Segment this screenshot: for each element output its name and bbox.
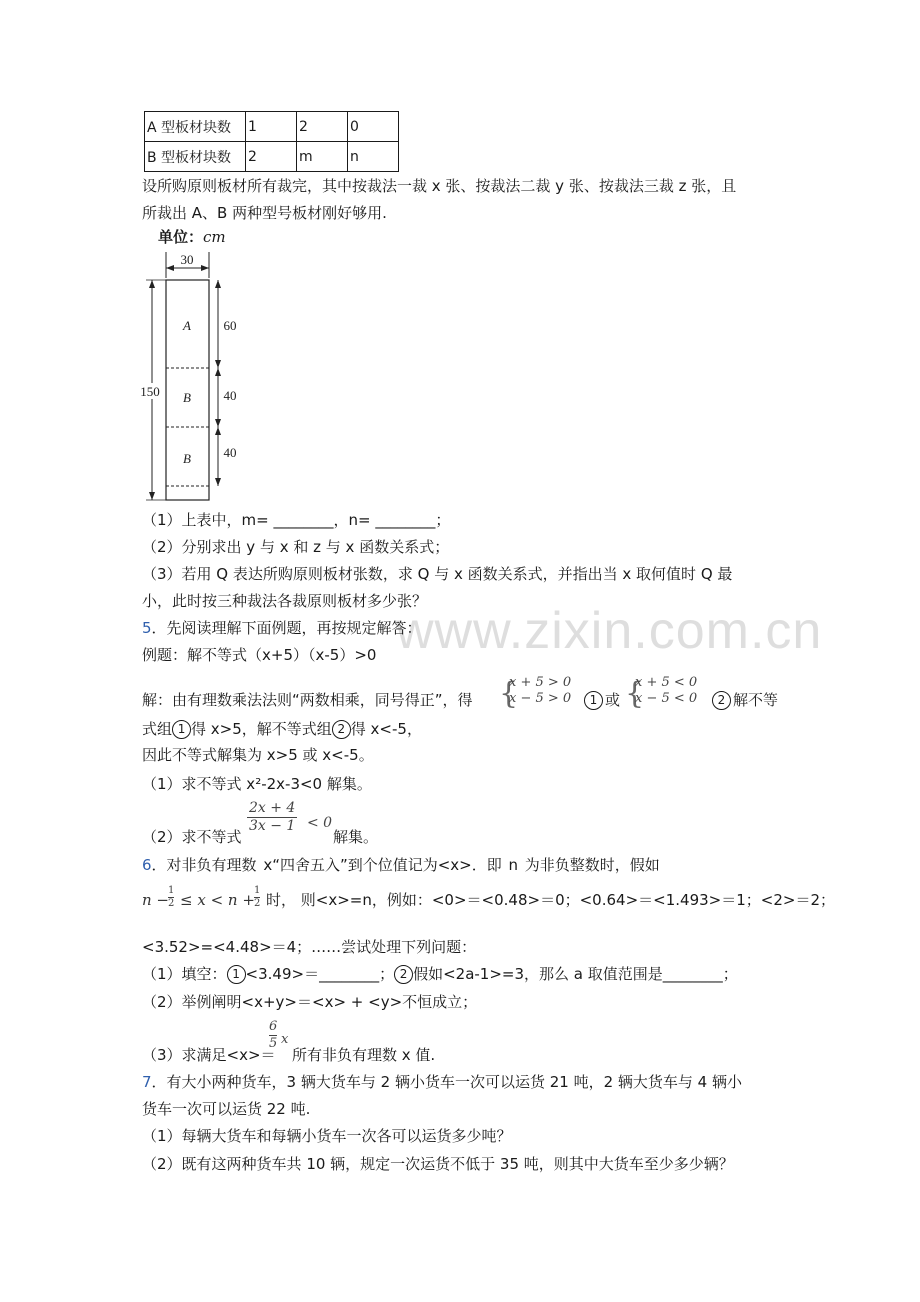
q5-solution-a: 解：由有理数乘法法则“两数相乘，同号得正”，得 (142, 691, 473, 709)
q6-cond-pre: n − (142, 891, 169, 909)
arrow-down (149, 492, 155, 500)
q4-intro-line2: 所裁出 A、B 两种型号板材刚好够用. (142, 204, 387, 222)
seg-arrow (215, 478, 221, 486)
question-number: 6 (142, 856, 152, 874)
system-2-eq2: x − 5 < 0 (635, 691, 698, 706)
circled-number: 2 (332, 720, 351, 739)
table-row (145, 112, 399, 142)
q6-line1 (142, 855, 660, 875)
table-cell: 1 (246, 112, 297, 142)
board-table (144, 111, 399, 172)
q4-sub3-line2: 小，此时按三种裁法各裁原则板材多少张？ (142, 592, 428, 610)
q5-title-text: ．先阅读理解下面例题，再按规定解答： (151, 619, 422, 637)
part-label-b2: B (183, 451, 191, 466)
circled-number: 1 (227, 965, 246, 984)
q6-sub1 (142, 964, 738, 984)
seg-label-40b: 40 (223, 445, 237, 460)
fraction-denominator: 5 (269, 1036, 278, 1051)
seg-arrow (215, 280, 221, 288)
unit-label (158, 226, 226, 247)
fraction-numerator: 2x + 4 (249, 800, 296, 816)
table-cell: n (348, 142, 399, 172)
circled-number: 2 (394, 965, 413, 984)
question-number: 5 (142, 619, 152, 637)
system-1-eq1: x + 5 > 0 (509, 675, 572, 690)
q6-sub1-c: 假如<2a-1>=3，那么 a 取值范围是________； (413, 965, 738, 983)
table-row (145, 142, 399, 172)
q6-line3: <3.52>=<4.48>＝4；……尝试处理下列问题： (142, 938, 477, 956)
arrow-up (149, 280, 155, 288)
six-fifths-fraction (269, 1019, 277, 1052)
seg-label-60: 60 (223, 318, 237, 333)
system-2 (635, 675, 697, 707)
q6-line2: 时， 则<x>=n，例如：<0>＝<0.48>＝0；<0.64>＝<1.493>＝1；<2>＝2； (266, 891, 835, 909)
half-fraction (254, 885, 260, 910)
height-label: 150 (140, 384, 160, 399)
q6-sub1-a: （1）填空： (142, 965, 227, 983)
system-1 (509, 675, 571, 707)
fraction-relation: < 0 (307, 815, 333, 831)
watermark: www.zixin.com.cn (396, 602, 823, 660)
q4-sub3-line1: （3）若用 Q 表达所购原则板材张数，求 Q 与 x 函数关系式，并指出当 x 取何值时 Q 最 (142, 565, 733, 583)
unit-value: cm (203, 228, 226, 246)
circled-number: 1 (584, 691, 603, 710)
q6-line1-text: ．对非负有理数 x“四舍五入”到个位值记为<x>．即 n 为非负整数时，假如 (151, 856, 660, 874)
q6-sub3-pre: （3）求满足<x>＝ (142, 1046, 276, 1064)
q7-line2: 货车一次可以运货 22 吨. (142, 1100, 311, 1118)
q7-line1 (142, 1072, 742, 1092)
board-diagram (130, 250, 250, 505)
q7-sub2: （2）既有这两种货车共 10 辆，规定一次运货不低于 35 吨，则其中大货车至少多少辆？ (142, 1155, 734, 1173)
q4-sub2: （2）分别求出 y 与 x 和 z 与 x 函数关系式； (142, 538, 450, 556)
half-fraction (168, 885, 174, 910)
question-number: 7 (142, 1073, 152, 1091)
brace-icon: { (499, 676, 519, 711)
fraction-numerator: 6 (269, 1019, 278, 1034)
table-cell: 0 (348, 112, 399, 142)
unit-label-text: 单位： (158, 228, 204, 246)
seg-label-40a: 40 (223, 388, 237, 403)
q4-sub1: （1）上表中，m= ________，n= ________； (142, 511, 451, 529)
table-cell: 2 (246, 142, 297, 172)
seg-arrow (215, 427, 221, 435)
width-label: 30 (180, 252, 194, 267)
circled-number: 1 (172, 720, 191, 739)
circled-number: 2 (712, 691, 731, 710)
or-text: 或 (605, 691, 621, 709)
q5-sub2-post: 解集。 (333, 828, 379, 846)
fraction-denominator: 3x − 1 (249, 818, 296, 834)
brace-icon: { (625, 676, 645, 711)
part-label-b1: B (183, 390, 191, 405)
q5-example: 例题：解不等式（x+5）（x-5）>0 (142, 646, 377, 664)
table-cell: 2 (297, 112, 348, 142)
table-cell: m (297, 142, 348, 172)
system-1-eq2: x − 5 > 0 (509, 691, 572, 706)
q5-title (142, 618, 422, 638)
half-denominator: 2 (254, 898, 261, 909)
q6-cond-mid: ≤ x < n + (180, 891, 255, 909)
arrow-left (166, 265, 174, 271)
q5-line2-b: 得 x>5，解不等式组 (191, 720, 332, 738)
fraction (247, 800, 297, 835)
q5-line2 (142, 719, 422, 739)
seg-arrow (215, 368, 221, 376)
arrow-right (201, 265, 209, 271)
q7-sub1: （1）每辆大货车和每辆小货车一次各可以运货多少吨？ (142, 1127, 512, 1145)
system-2-eq1: x + 5 < 0 (635, 675, 698, 690)
q5-sub1: （1）求不等式 x²-2x-3<0 解集。 (142, 775, 372, 793)
fraction-variable: x (281, 1032, 289, 1047)
q5-line2-a: 式组 (142, 720, 173, 738)
half-numerator: 1 (254, 885, 261, 896)
q6-sub3-post: 所有非负有理数 x 值. (292, 1046, 436, 1064)
q5-line3: 因此不等式解集为 x>5 或 x<-5。 (142, 746, 374, 764)
q5-solution-b: 解不等 (733, 691, 779, 709)
q6-sub2: （2）举例阐明<x+y>＝<x> + <y>不恒成立； (142, 993, 478, 1011)
table-cell: A 型板材块数 (145, 112, 246, 142)
table-cell: B 型板材块数 (145, 142, 246, 172)
q5-line2-c: 得 x<-5， (350, 720, 422, 738)
q4-intro-line1: 设所购原则板材所有裁完，其中按裁法一裁 x 张、按裁法二裁 y 张、按裁法三裁 z 张，且 (142, 177, 737, 195)
seg-arrow (215, 360, 221, 368)
half-denominator: 2 (168, 898, 175, 909)
q5-sub2-pre: （2）求不等式 (142, 828, 242, 846)
seg-arrow (215, 419, 221, 427)
q7-line1-text: ．有大小两种货车，3 辆大货车与 2 辆小货车一次可以运货 21 吨，2 辆大货车与 4 辆小 (151, 1073, 742, 1091)
half-numerator: 1 (168, 885, 175, 896)
q6-sub1-b: <3.49>＝________； (245, 965, 395, 983)
part-label-a: A (183, 318, 191, 333)
